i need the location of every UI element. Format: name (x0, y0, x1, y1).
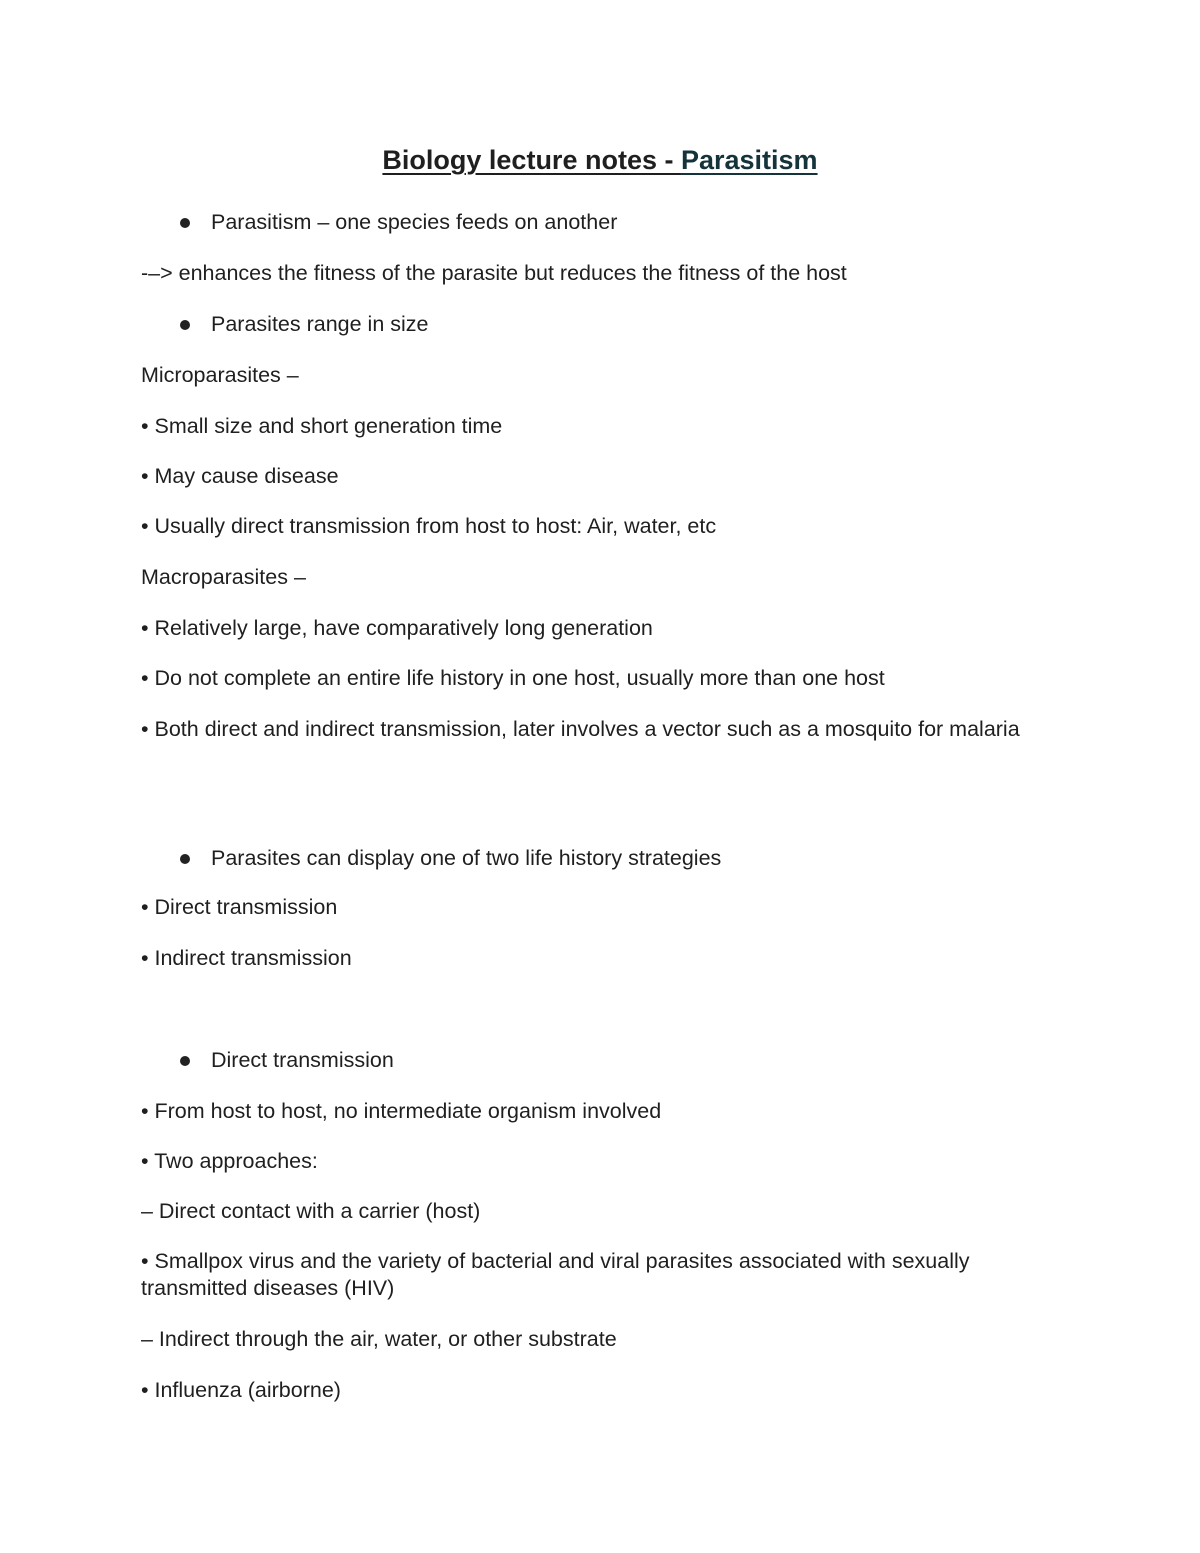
text-line: • Indirect transmission (141, 946, 352, 970)
text-line: • Both direct and indirect transmission, later involves a vector such as a mosquito for malaria (141, 717, 1020, 741)
section-label: Microparasites – (141, 363, 299, 387)
text-line: • Smallpox virus and the variety of bacterial and viral parasites associated with sexually transmitted diseases (HIV) (141, 1249, 970, 1300)
bullet-text: Parasites can display one of two life history strategies (211, 846, 722, 870)
text-line: • Usually direct transmission from host to host: Air, water, etc (141, 514, 717, 538)
bullet-dot-icon (180, 320, 190, 330)
bullet-dot-icon (180, 1056, 190, 1066)
text-line: • Small size and short generation time (141, 414, 503, 438)
bullet-dot-icon (180, 854, 190, 864)
text-line: • Do not complete an entire life history in one host, usually more than one host (141, 666, 885, 690)
bullet-text: Parasites range in size (211, 312, 429, 336)
text-line: • Direct transmission (141, 895, 338, 919)
title-text: Biology lecture notes - (382, 145, 681, 175)
text-line: • May cause disease (141, 464, 339, 488)
page-title (0, 142, 1200, 178)
bullet-text: Direct transmission (211, 1048, 394, 1072)
text-line: • From host to host, no intermediate organism involved (141, 1099, 662, 1123)
text-line: – Indirect through the air, water, or other substrate (141, 1327, 617, 1351)
bullet-text: Parasitism – one species feeds on another (211, 210, 618, 234)
bullet-dot-icon (180, 218, 190, 228)
text-line: • Two approaches: (141, 1149, 318, 1173)
section-label: Macroparasites – (141, 565, 306, 589)
title-topic: Parasitism (680, 145, 818, 175)
text-line: • Influenza (airborne) (141, 1378, 341, 1402)
text-line: • Relatively large, have comparatively long generation (141, 616, 653, 640)
text-line: – Direct contact with a carrier (host) (141, 1199, 481, 1223)
text-line: -–> enhances the fitness of the parasite but reduces the fitness of the host (141, 261, 847, 285)
